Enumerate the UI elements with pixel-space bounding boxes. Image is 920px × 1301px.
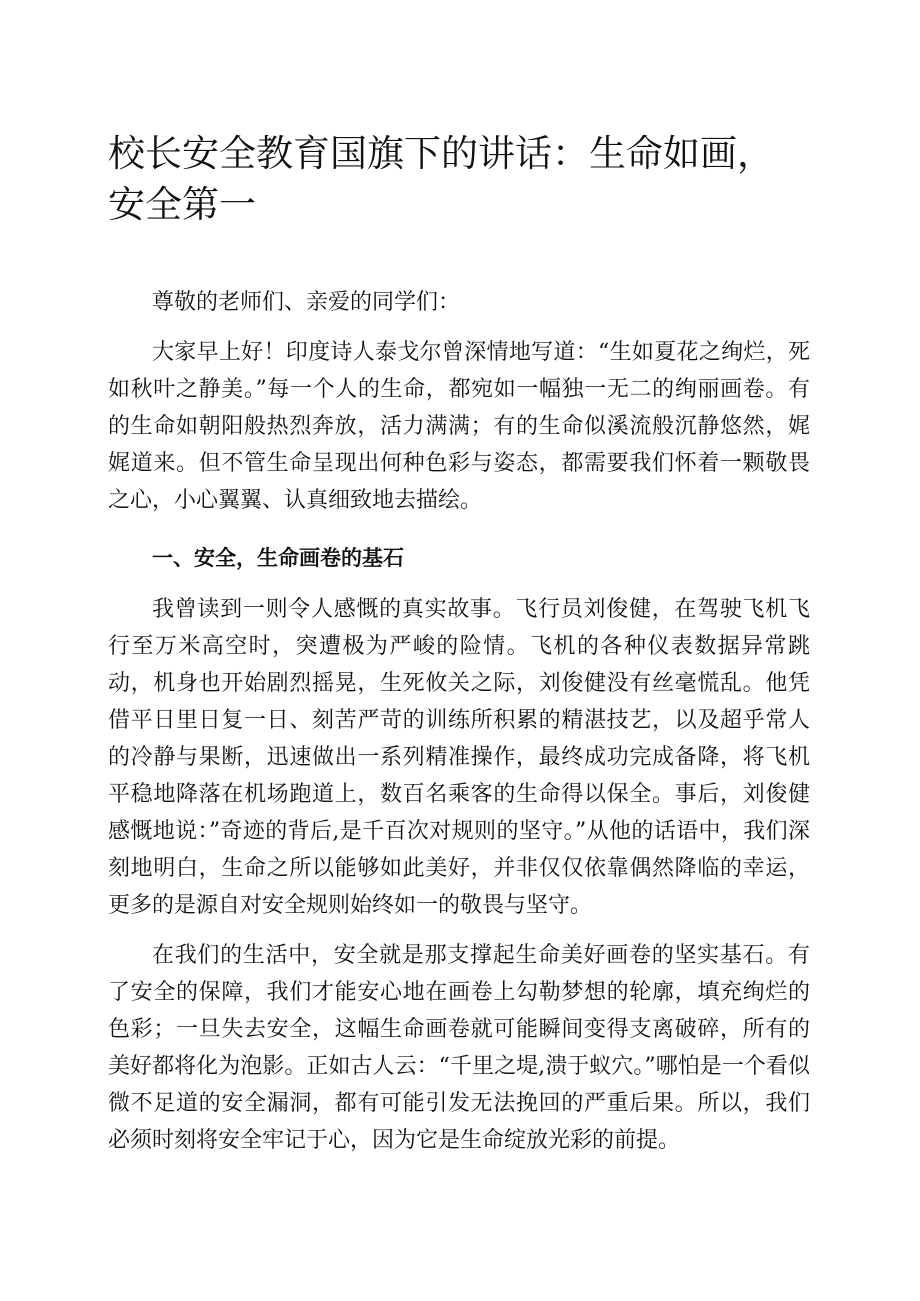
document-title: 校长安全教育国旗下的讲话：生命如画，安全第一 — [108, 132, 774, 226]
body-paragraph: 在我们的生活中，安全就是那支撑起生命美好画卷的坚实基石。有了安全的保障，我们才能安心地在画卷上勾勒梦想的轮廓，填充绚烂的色彩；一旦失去安全，这幅生命画卷就可能瞬间变得支离破碎，所有的美好都将化为泡影。正如古人云：“千里之堤,溃于蚁穴。”哪怕是一个看似微不足道的安全漏洞，都有可能引发无法挽回的严重后果。所以，我们必须时刻将安全牢记于心，因为它是生命绽放光彩的前提。 — [108, 943, 810, 1153]
intro-paragraph: 大家早上好！印度诗人泰戈尔曾深情地写道：“生如夏花之绚烂，死如秋叶之静美。”每一个人的生命，都宛如一幅独一无二的绚丽画卷。有的生命如朝阳般热烈奔放，活力满满；有的生命似溪流般沉静悠然，娓娓道来。但不管生命呈现出何种色彩与姿态，都需要我们怀着一颗敬畏之心，小心翼翼、认真细致地去描绘。 — [108, 340, 810, 513]
body-paragraph: 我曾读到一则令人感慨的真实故事。飞行员刘俊健，在驾驶飞机飞行至万米高空时，突遭极为严峻的险情。飞机的各种仪表数据异常跳动，机身也开始剧烈摇晃，生死攸关之际，刘俊健没有丝毫慌乱。他凭借平日里日复一日、刻苦严苛的训练所积累的精湛技艺，以及超乎常人的冷静与果断，迅速做出一系列精准操作，最终成功完成备降，将飞机平稳地降落在机场跑道上，数百名乘客的生命得以保全。事后，刘俊健感慨地说：”奇迹的背后,是千百次对规则的坚守。”从他的话语中，我们深刻地明白，生命之所以能够如此美好，并非仅仅依靠偶然降临的幸运，更多的是源自对安全规则始终如一的敬畏与坚守。 — [108, 597, 810, 918]
section-heading: 一、安全，生命画卷的基石 — [152, 546, 404, 570]
salutation: 尊敬的老师们、亲爱的同学们： — [152, 290, 461, 315]
